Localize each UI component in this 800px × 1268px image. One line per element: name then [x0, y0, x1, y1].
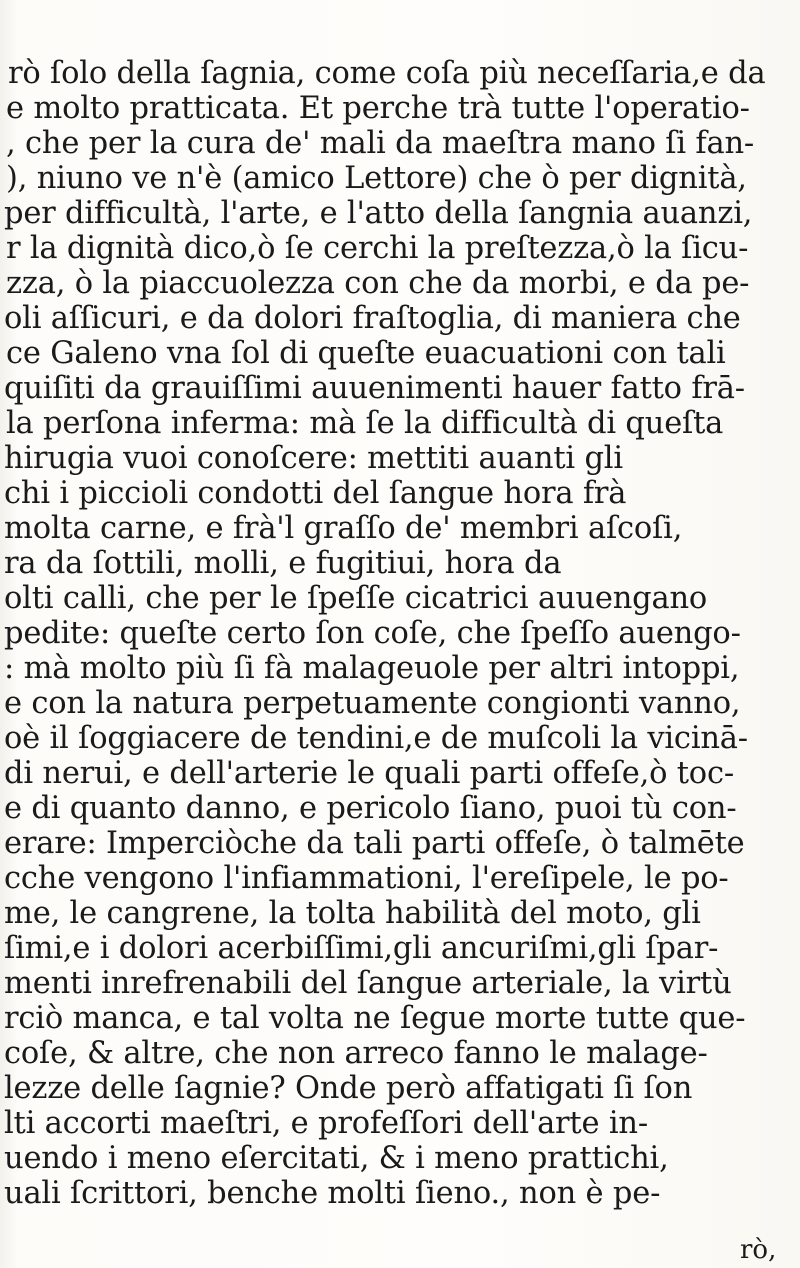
- text-line: cche vengono l'infiammationi, l'ereſipele, le po-: [4, 861, 729, 896]
- text-column: [0, 54, 800, 1234]
- text-line: uendo i meno eſercitati, & i meno prattichi,: [4, 1141, 669, 1176]
- text-line: e con la natura perpetuamente congionti vanno,: [4, 686, 741, 721]
- text-line: coſe, & altre, che non arreco fanno le malage-: [4, 1036, 708, 1071]
- text-line: ce Galeno vna ſol di queſte euacuationi con tali: [6, 336, 726, 371]
- text-line: oè il ſoggiacere de tendini,e de muſcoli la vicinā-: [4, 721, 748, 756]
- text-line: lti accorti maeſtri, e profeſſori dell'arte in-: [4, 1106, 648, 1141]
- text-line: me, le cangrene, la tolta habilità del moto, gli: [4, 896, 701, 931]
- text-line: rciò manca, e tal volta ne ſegue morte tutte que-: [4, 1001, 746, 1036]
- text-line: uali ſcrittori, benche molti ſieno., non è pe-: [4, 1176, 661, 1211]
- catchword: rò,: [740, 1235, 777, 1265]
- text-line: di nerui, e dell'arterie le quali parti offeſe,ò toc-: [4, 756, 734, 791]
- text-line: : mà molto più ſi fà malageuole per altri intoppi,: [4, 651, 740, 686]
- text-line: lezze delle ſagnie? Onde però affatigati ſi ſon: [4, 1071, 693, 1106]
- text-line: rò ſolo della ſagnia, come coſa più neceſſaria,e da: [8, 56, 766, 91]
- text-line: ), niuno ve n'è (amico Lettore) che ò per dignità,: [6, 161, 747, 196]
- text-line: olti calli, che per le ſpeſſe cicatrici auuengano: [4, 581, 708, 616]
- text-line: pedite: queſte certo ſon coſe, che ſpeſſo auengo-: [4, 616, 741, 651]
- text-line: oli aſſicuri, e da dolori fraſtoglia, di maniera che: [4, 301, 741, 336]
- text-line: r la dignità dico,ò ſe cerchi la preſtezza,ò la ſicu-: [6, 231, 749, 266]
- text-line: e molto pratticata. Et perche trà tutte l'operatio-: [6, 91, 750, 126]
- text-line: chi i piccioli condotti del ſangue hora frà: [4, 476, 627, 511]
- text-line: menti inrefrenabili del ſangue arteriale, la virtù: [4, 966, 732, 1001]
- text-line: quiſiti da grauiſſimi auuenimenti hauer fatto frā-: [4, 371, 745, 406]
- text-line: la perſona inferma: mà ſe la difficultà di queſta: [6, 406, 724, 441]
- text-line: hirugia vuoi conoſcere: mettiti auanti gli: [4, 441, 623, 476]
- text-line: ra da ſottili, molli, e fugitiui, hora da: [4, 546, 562, 581]
- text-line: erare: Imperciòche da tali parti offeſe, ò talmēte: [4, 826, 745, 861]
- text-line: ſimi,e i dolori acerbiſſimi,gli ancuriſmi,gli ſpar-: [4, 931, 719, 966]
- text-line: e di quanto danno, e pericolo ſiano, puoi tù con-: [4, 791, 737, 826]
- text-line: , che per la cura de' mali da maeſtra mano ſi fan-: [6, 126, 755, 161]
- text-line: molta carne, e frà'l graſſo de' membri aſcoſi,: [4, 511, 683, 546]
- text-line: zza, ò la piaccuolezza con che da morbi, e da pe-: [6, 266, 750, 301]
- text-line: per difficultà, l'arte, e l'atto della ſangnia auanzi,: [4, 196, 753, 231]
